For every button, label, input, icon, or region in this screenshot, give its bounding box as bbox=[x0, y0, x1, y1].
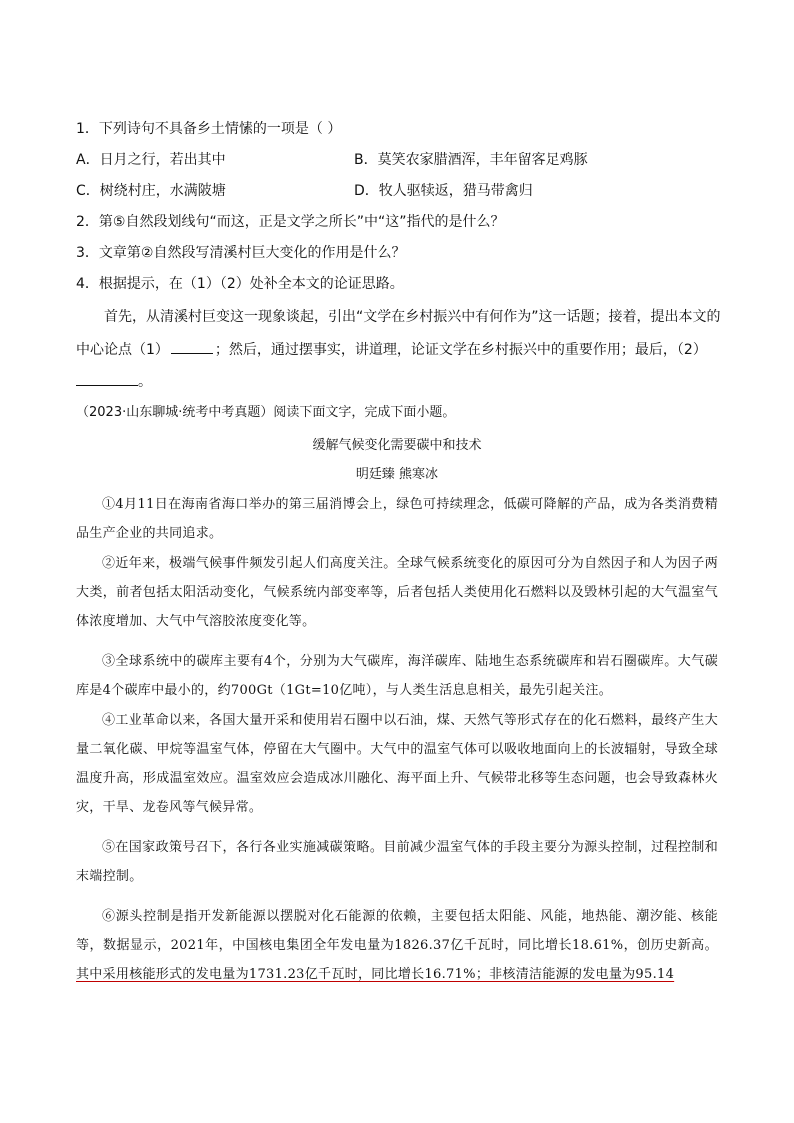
question-1: 1．下列诗句不具备乡土情愫的一项是（ ） bbox=[76, 121, 342, 137]
paragraph-4: ④工业革命以来，各国大量开采和使用岩石圈中以石油，煤、天然气等形式存在的化石燃料，最终产生大量二氧化碳、甲烷等温室气体，停留在大气圈中。大气中的温室气体可以吸收地面向上的长波辐射，导致全球温度升高，形成温室效应。温室效应会造成冰川融化、海平面上升、气候带北移等生态问题，也会导致森林火灾，干旱、龙卷风等气候异常。 bbox=[76, 713, 718, 815]
article-title: 缓解气候变化需要碳中和技术 bbox=[312, 438, 482, 453]
question-4-prompt-line3 bbox=[76, 371, 152, 392]
source-note: （2023·山东聊城·统考中考真题）阅读下面文字，完成下面小题。 bbox=[76, 405, 456, 420]
paragraph-2: ②近年来，极端气候事件频发引起人们高度关注。全球气候系统变化的原因可分为自然因子和人为因子两大类，前者包括太阳活动变化，气候系统内部变率等，后者包括人类使用化石燃料以及毁林引起的大气温室气体浓度增加、大气中气溶胶浓度变化等。 bbox=[76, 556, 718, 629]
question-2: 2．第⑤自然段划线句“而这，正是文学之所长”中“这”指代的是什么？ bbox=[76, 214, 505, 230]
question-3: 3．文章第②自然段写清溪村巨大变化的作用是什么？ bbox=[76, 245, 406, 261]
question-4-prompt-line1: 首先，从清溪村巨变这一现象谈起，引出“文学在乡村振兴中有何作为”这一话题；接着，提出本文的 bbox=[104, 309, 721, 325]
q4-central-argument-label: 中心论点（1） bbox=[76, 342, 169, 358]
underlined-sentence: 其中采用核能形式的发电量为1731.23亿千瓦时，同比增长16.71%；非核清洁能源的发电量为95.14 bbox=[76, 967, 675, 982]
paragraph-3: ③全球系统中的碳库主要有4个，分别为大气碳库，海洋碳库、陆地生态系统碳库和岩石圈碳库。大气碳库是4个碳库中最小的，约700Gt（1Gt=10亿吨），与人类生活息息相关，最先引起关注。 bbox=[76, 654, 718, 698]
paragraph-5: ⑤在国家政策号召下，各行各业实施减碳策略。目前减少温室气体的手段主要分为源头控制，过程控制和末端控制。 bbox=[76, 840, 718, 884]
q4-line3-end: 。 bbox=[138, 374, 152, 390]
paragraph-6 bbox=[76, 902, 718, 989]
question-4-prompt-line2 bbox=[76, 339, 707, 360]
option-a: A．日月之行，若出其中 bbox=[76, 152, 226, 168]
option-b: B．莫笑农家腊酒浑，丰年留客足鸡豚 bbox=[354, 152, 588, 168]
question-4: 4．根据提示，在（1）（2）处补全本文的论证思路。 bbox=[76, 276, 404, 292]
paragraph-1: ①4月11日在海南省海口举办的第三届消博会上，绿色可持续理念，低碳可降解的产品，成为各类消费精品生产企业的共同追求。 bbox=[76, 497, 718, 541]
q4-line2-rest: ；然后，通过摆事实，讲道理，论证文学在乡村振兴中的重要作用；最后，（2） bbox=[214, 342, 707, 358]
article-authors: 明廷臻 熊寒冰 bbox=[355, 467, 439, 482]
answer-blank-1[interactable] bbox=[171, 339, 213, 354]
option-c: C．树绕村庄，水满陂塘 bbox=[76, 183, 226, 199]
answer-blank-2[interactable] bbox=[76, 371, 138, 386]
paragraph-6-text: ⑥源头控制是指开发新能源以摆脱对化石能源的依赖，主要包括太阳能、风能，地热能、潮汐能、核能等，数据显示，2021年，中国核电集团全年发电量为1826.37亿千瓦时，同比增长18.61%，创历史新高。 bbox=[76, 909, 718, 953]
option-d: D．牧人驱犊返，猎马带禽归 bbox=[354, 183, 533, 199]
